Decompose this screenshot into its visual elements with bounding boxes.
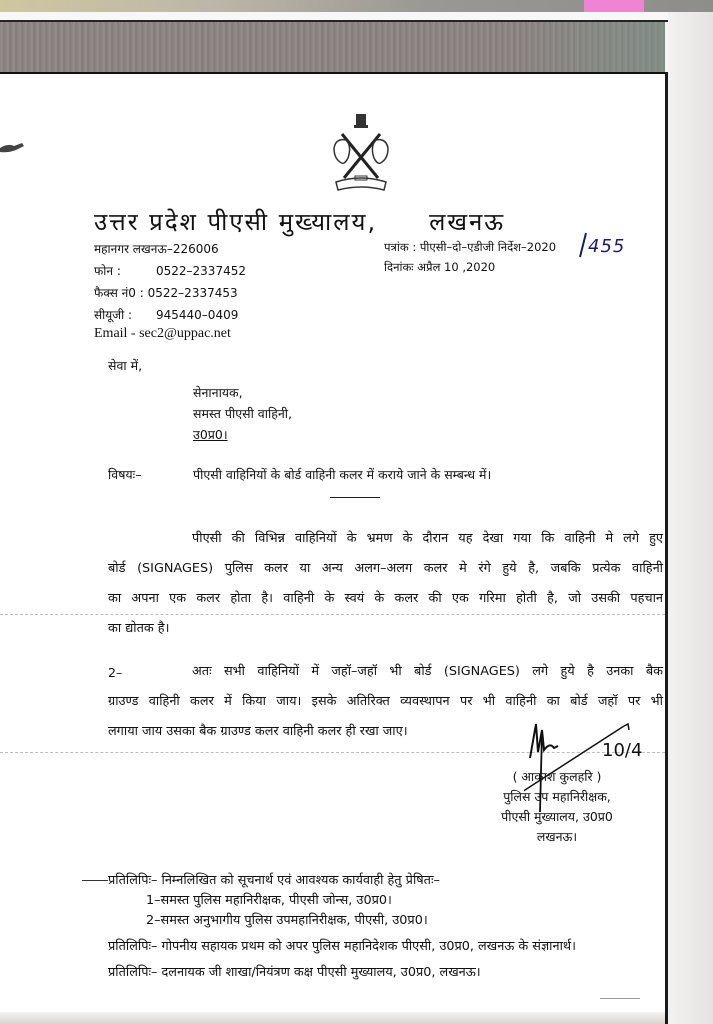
para1-line-4: का द्योतक है। [108, 621, 170, 636]
org-title-main: उत्तर प्रदेश पीएसी मुख्यालय, [94, 208, 378, 236]
para2-line-2: ग्राउण्ड वाहिनी कलर में किया जाय। इसके अतिरिक्त व्यवस्थापन पर भी वाहिनी का बोर्ड जहॉ पर भी [108, 694, 663, 709]
paragraph-1 [108, 524, 663, 644]
copy-1-heading: प्रतिलिपिः– निम्नलिखित को सूचनार्थ एवं आवश्यक कार्यवाही हेतु प्रेषितः– [108, 873, 440, 888]
address-line [94, 240, 219, 257]
org-title [94, 205, 505, 238]
copy-3: प्रतिलिपिः– दलनायक जी शाखा/नियंत्रण कक्ष पीएसी मुख्यालय, उ0प्र0, लखनऊ। [108, 965, 481, 980]
cug-label: सीयूजी : [94, 308, 133, 322]
email-link[interactable]: sec2@uppac.net [139, 326, 231, 341]
email-line [94, 326, 231, 342]
subject-divider [330, 497, 380, 498]
signatory-office: पीएसी मुख्यालय, उ0प्र0 [501, 809, 613, 824]
email-label: Email - [94, 326, 140, 341]
page-right-edge [665, 72, 668, 1024]
fax-line [94, 284, 238, 301]
subject-label: विषयः– [108, 467, 142, 482]
copy-lead-dash [82, 880, 108, 881]
paper-clip-mark-icon [0, 140, 26, 156]
fax-label: फैक्स नं0 : [94, 286, 144, 300]
recipient-line-2: समस्त पीएसी वाहिनी, [193, 406, 293, 421]
para2-line-3: लगाया जाय उसका बैक ग्राउण्ड कलर वाहिनी कलर ही रखा जाए। [108, 724, 408, 739]
para1-line-2: बोर्ड (SIGNAGES) पुलिस कलर या अन्य अलग–अलग कलर मे रंगे हुये है, जबकि प्रत्येक वाहिनी [108, 561, 663, 576]
fax-value: 0522–2337453 [147, 286, 238, 300]
para2-number: 2– [108, 665, 123, 680]
phone-line [94, 262, 246, 279]
copy-2: प्रतिलिपिः– गोपनीय सहायक प्रथम को अपर पुलिस महानिदेशक पीएसी, उ0प्र0, लखनऊ के संज्ञानार्थ। [108, 939, 576, 954]
date-line: दिनांकः अप्रैल 10 ,2020 [384, 260, 496, 274]
patrank-line: पत्रांक : पीएसी–दो–एडीजी निर्देश–2020 [384, 240, 557, 254]
handwritten-slash-icon [578, 232, 588, 258]
address-text: महानगर लखनऊ–226006 [94, 242, 219, 256]
para2-line-1: अतः सभी वाहिनियों में जहॉ–जहॉ भी बोर्ड (SIGNAGES) लगे हुये है उनका बैक [192, 664, 663, 679]
phone-label: फोन : [94, 264, 121, 278]
page-bottom-fold [0, 1012, 665, 1024]
recipient-line-1: सेनानायक, [193, 385, 243, 400]
cug-line [94, 306, 238, 323]
salutation: सेवा में, [108, 358, 143, 373]
handwritten-sign-date: 10/4 [602, 740, 643, 761]
copy-1-item-2: 2–समस्त अनुभागीय पुलिस उपमहानिरीक्षक, पीएसी, उ0प्र0। [146, 913, 428, 928]
subject-text: पीएसी वाहिनियों के बोर्ड वाहिनी कलर में कराये जाने के सम्बन्ध में। [193, 467, 492, 482]
recipient-line-3: उ0प्र0। [193, 427, 228, 442]
signatory-designation: पुलिस उप महानिरीक्षक, [503, 789, 611, 804]
para1-line-3: का अपना एक कलर होता है। वाहिनी के स्वयं के कलर की एक गरिमा होती है, जो उसकी पहचान [108, 591, 663, 606]
copy-1-item-1: 1–समस्त पुलिस महानिरीक्षक, पीएसी जोन्स, उ0प्र0। [146, 893, 392, 908]
phone-value: 0522–2337452 [156, 264, 246, 278]
signatory-city: लखनऊ। [536, 829, 578, 844]
right-scan-margin [668, 12, 713, 1024]
cug-value: 945440–0409 [156, 308, 239, 322]
signatory-name: ( आकाश कुलहरि ) [512, 769, 602, 784]
up-pac-emblem-icon [330, 112, 392, 194]
org-title-city: लखनऊ [429, 208, 506, 236]
scan-artifact-mark [600, 998, 640, 999]
para1-line-1: पीएसी की विभिन्न वाहिनियों के भ्रमण के दौरान यह देखा गया कि वाहिनी मे लगे हुए [192, 531, 663, 546]
scan-artifact-line [0, 614, 665, 615]
scanner-shadow-tint [520, 22, 665, 72]
top-paper-edge [0, 12, 700, 22]
handwritten-ref-number: 455 [588, 236, 626, 257]
